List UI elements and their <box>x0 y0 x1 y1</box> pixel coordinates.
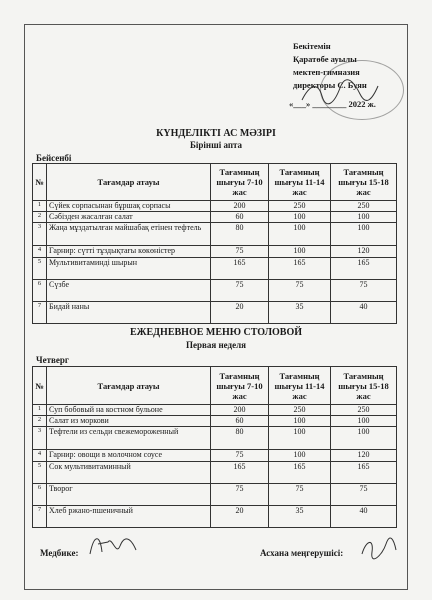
portion-15-18: 100 <box>331 223 397 246</box>
row-number: 6 <box>33 484 47 506</box>
nurse-label: Медбике: <box>40 548 79 558</box>
portion-7-10: 75 <box>211 450 269 462</box>
table-row <box>33 223 397 246</box>
portion-15-18: 250 <box>331 201 397 212</box>
table-row <box>33 280 397 302</box>
portion-7-10: 165 <box>211 462 269 484</box>
canteen-manager-signature <box>358 534 398 560</box>
table-row <box>33 258 397 280</box>
menu2-title: ЕЖЕДНЕВНОЕ МЕНЮ СТОЛОВОЙ <box>129 327 303 338</box>
dish-name: Суп бобовый на костном бульоне <box>47 405 211 416</box>
portion-15-18: 75 <box>331 280 397 302</box>
portion-7-10: 80 <box>211 223 269 246</box>
portion-11-14: 100 <box>269 450 331 462</box>
menu2-day: Четверг <box>36 355 69 365</box>
approval-date: «___» ________ 2022 ж. <box>289 99 376 109</box>
dish-name: Гарнир: сүтті тұздықтағы көкөністер <box>47 246 211 258</box>
portion-7-10: 200 <box>211 201 269 212</box>
portion-7-10: 80 <box>211 427 269 450</box>
table-row <box>33 212 397 223</box>
menu2-table <box>32 366 397 528</box>
portion-7-10: 75 <box>211 246 269 258</box>
col-header-age3: Тағамның шығуы 15-18 жас <box>331 367 397 405</box>
nurse-signature <box>86 530 142 560</box>
portion-11-14: 165 <box>269 258 331 280</box>
dish-name: Сок мультивитаминный <box>47 462 211 484</box>
portion-15-18: 40 <box>331 302 397 324</box>
dish-name: Жаңа мұздатылған майшабақ етінен тефтель <box>47 223 211 246</box>
canteen-manager-label: Асхана меңгерушісі: <box>260 548 344 558</box>
table-row <box>33 462 397 484</box>
portion-11-14: 250 <box>269 201 331 212</box>
row-number: 7 <box>33 506 47 528</box>
col-header-age2: Тағамның шығуы 11-14 жас <box>269 164 331 201</box>
row-number: 2 <box>33 212 47 223</box>
col-header-num: № <box>33 367 47 405</box>
portion-15-18: 165 <box>331 258 397 280</box>
menu1-day: Бейсенбі <box>36 153 72 163</box>
row-number: 6 <box>33 280 47 302</box>
portion-11-14: 35 <box>269 302 331 324</box>
col-header-num: № <box>33 164 47 201</box>
row-number: 4 <box>33 450 47 462</box>
portion-11-14: 165 <box>269 462 331 484</box>
director-signature <box>300 78 380 108</box>
portion-7-10: 200 <box>211 405 269 416</box>
portion-11-14: 75 <box>269 484 331 506</box>
col-header-age1: Тағамның шығуы 7-10 жас <box>211 164 269 201</box>
portion-11-14: 100 <box>269 416 331 427</box>
row-number: 7 <box>33 302 47 324</box>
menu2-body <box>33 405 397 528</box>
menu2-week: Первая неделя <box>185 340 246 350</box>
row-number: 5 <box>33 462 47 484</box>
portion-15-18: 40 <box>331 506 397 528</box>
table-row <box>33 450 397 462</box>
portion-7-10: 165 <box>211 258 269 280</box>
menu1-week: Бірінші апта <box>189 140 243 150</box>
menu1-title: КҮНДЕЛІКТІ АС МӘЗІРІ <box>156 128 276 139</box>
portion-15-18: 250 <box>331 405 397 416</box>
menu1-table <box>32 163 397 324</box>
portion-11-14: 100 <box>269 246 331 258</box>
approval-line-3: мектеп-гимназия <box>293 67 360 77</box>
table-row <box>33 246 397 258</box>
portion-11-14: 35 <box>269 506 331 528</box>
dish-name: Салат из моркови <box>47 416 211 427</box>
dish-name: Мультивитаминді шырын <box>47 258 211 280</box>
dish-name: Сүзбе <box>47 280 211 302</box>
dish-name: Хлеб ржано-пшеничный <box>47 506 211 528</box>
approval-line-4: директоры С. Буян <box>293 80 367 90</box>
approval-line-2: Қаратөбе ауылы <box>293 54 357 64</box>
portion-15-18: 100 <box>331 427 397 450</box>
dish-name: Гарнир: овощи в молочном соусе <box>47 450 211 462</box>
dish-name: Бидай наны <box>47 302 211 324</box>
row-number: 3 <box>33 427 47 450</box>
table-row <box>33 484 397 506</box>
portion-7-10: 20 <box>211 506 269 528</box>
menu1-body <box>33 201 397 324</box>
table-row <box>33 302 397 324</box>
dish-name: Тефтели из сельди свежемороженный <box>47 427 211 450</box>
portion-7-10: 75 <box>211 280 269 302</box>
portion-7-10: 60 <box>211 416 269 427</box>
portion-15-18: 120 <box>331 450 397 462</box>
row-number: 4 <box>33 246 47 258</box>
portion-11-14: 100 <box>269 427 331 450</box>
row-number: 3 <box>33 223 47 246</box>
portion-15-18: 165 <box>331 462 397 484</box>
portion-15-18: 100 <box>331 212 397 223</box>
dish-name: Сәбізден жасалған салат <box>47 212 211 223</box>
row-number: 1 <box>33 405 47 416</box>
portion-11-14: 100 <box>269 212 331 223</box>
approval-line-1: Бекітемін <box>293 41 331 51</box>
col-header-name: Тағамдар атауы <box>47 367 211 405</box>
col-header-age3: Тағамның шығуы 15-18 жас <box>331 164 397 201</box>
col-header-age2: Тағамның шығуы 11-14 жас <box>269 367 331 405</box>
portion-7-10: 20 <box>211 302 269 324</box>
table-row <box>33 405 397 416</box>
dish-name: Творог <box>47 484 211 506</box>
col-header-age1: Тағамның шығуы 7-10 жас <box>211 367 269 405</box>
portion-7-10: 60 <box>211 212 269 223</box>
portion-11-14: 250 <box>269 405 331 416</box>
table-row <box>33 506 397 528</box>
portion-15-18: 120 <box>331 246 397 258</box>
row-number: 5 <box>33 258 47 280</box>
dish-name: Сүйек сорпасынан бұршақ сорпасы <box>47 201 211 212</box>
portion-11-14: 75 <box>269 280 331 302</box>
portion-15-18: 100 <box>331 416 397 427</box>
portion-15-18: 75 <box>331 484 397 506</box>
row-number: 2 <box>33 416 47 427</box>
table-row <box>33 427 397 450</box>
table-row <box>33 416 397 427</box>
portion-11-14: 100 <box>269 223 331 246</box>
portion-7-10: 75 <box>211 484 269 506</box>
table-row <box>33 201 397 212</box>
col-header-name: Тағамдар атауы <box>47 164 211 201</box>
row-number: 1 <box>33 201 47 212</box>
